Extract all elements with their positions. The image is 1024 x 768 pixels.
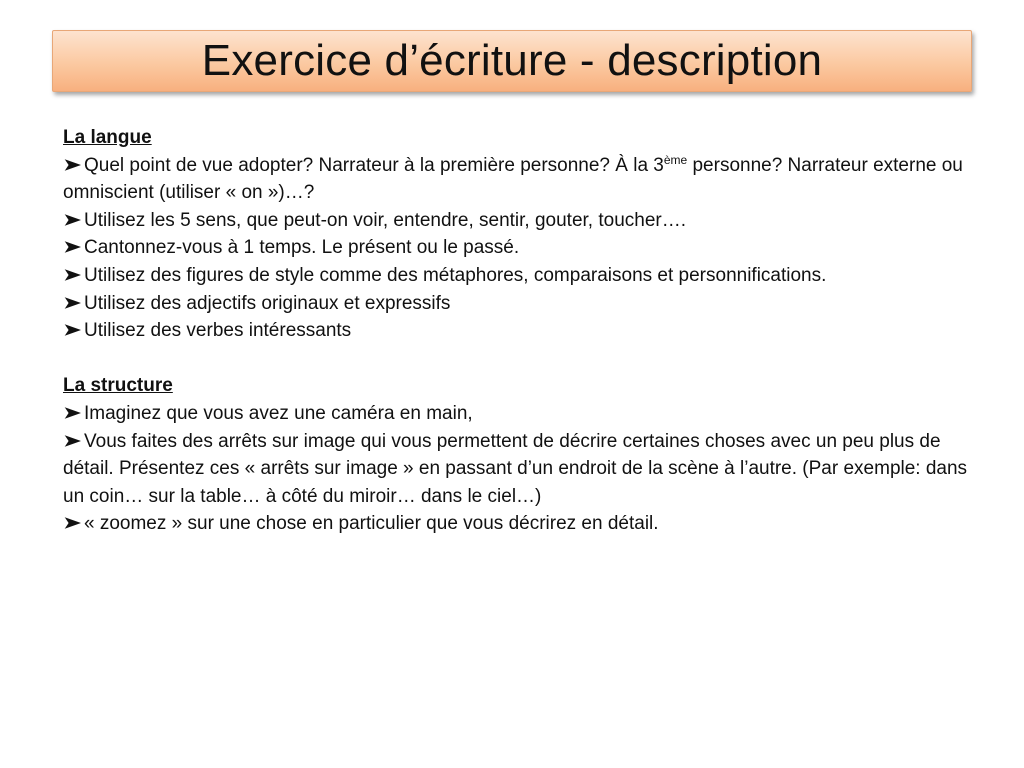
arrowhead-bullet-icon (63, 516, 83, 530)
section-spacer (63, 345, 968, 373)
arrowhead-bullet-icon (63, 240, 83, 254)
bullet-item: Utilisez des verbes intéressants (63, 317, 968, 345)
arrowhead-bullet-icon (63, 158, 83, 172)
arrowhead-bullet-icon (63, 296, 83, 310)
bullet-item: Imaginez que vous avez une caméra en main, (63, 400, 968, 428)
slide-title: Exercice d’écriture - description (201, 36, 823, 85)
bullet-item: Cantonnez-vous à 1 temps. Le présent ou le passé. (63, 234, 968, 262)
bullet-item: Vous faites des arrêts sur image qui vous permettent de décrire certaines choses avec un peu plus de détail. Présentez ces « arrêts sur image » en passant d’un endroit de la scène à l’autre. (Par exemple: dans un coin… sur la table… à côté du miroir… dans le ciel…) (63, 430, 968, 507)
bullet-item: Quel point de vue adopter? Narrateur à la première personne? À la 3ème personne? Narrateur externe ou omniscient (utiliser « on »)…? (63, 152, 963, 204)
slide-title-banner (52, 30, 972, 92)
section-heading-structure: La structure (63, 375, 173, 397)
slide-body (63, 124, 968, 538)
section-heading-langue: La langue (63, 127, 152, 148)
arrowhead-bullet-icon (63, 323, 83, 337)
arrowhead-bullet-icon (63, 434, 83, 448)
arrowhead-bullet-icon (63, 213, 83, 227)
bullet-item: Utilisez des figures de style comme des métaphores, comparaisons et personnifications. (63, 262, 968, 290)
arrowhead-bullet-icon (63, 406, 83, 420)
bullet-item: Utilisez les 5 sens, que peut-on voir, entendre, sentir, gouter, toucher…. (63, 207, 968, 235)
bullet-item: « zoomez » sur une chose en particulier que vous décrirez en détail. (63, 510, 968, 538)
bullet-item: Utilisez des adjectifs originaux et expressifs (63, 290, 968, 318)
arrowhead-bullet-icon (63, 268, 83, 282)
